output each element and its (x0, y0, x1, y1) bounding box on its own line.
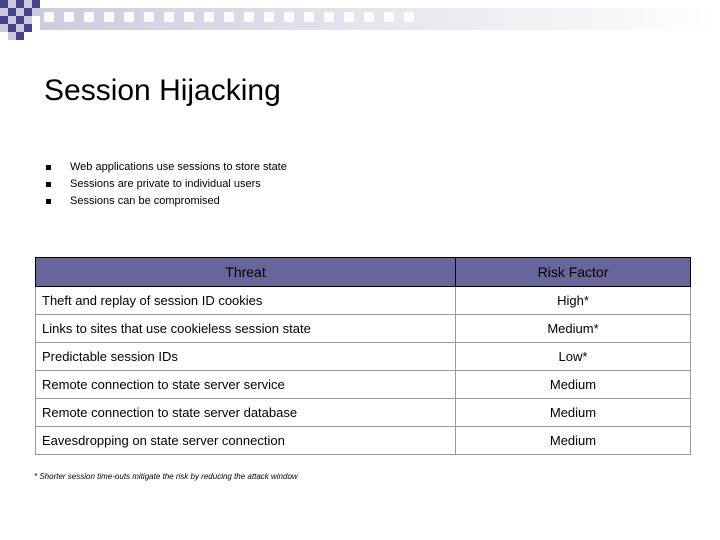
bullet-item (46, 193, 287, 210)
risk-cell: Medium (456, 399, 691, 427)
threat-cell: Predictable session IDs (36, 343, 456, 371)
risk-cell: Medium* (456, 315, 691, 343)
bullet-list (46, 159, 287, 210)
table-row (36, 399, 691, 427)
threat-table (35, 257, 691, 455)
bullet-text: Web applications use sessions to store state (70, 161, 287, 173)
table-header-row (36, 258, 691, 287)
bullet-text: Sessions can be compromised (70, 195, 220, 207)
risk-cell: Medium (456, 427, 691, 455)
risk-cell: Low* (456, 343, 691, 371)
header-decoration (0, 0, 720, 48)
threat-cell: Remote connection to state server database (36, 399, 456, 427)
bullet-text: Sessions are private to individual users (70, 178, 261, 190)
table-row (36, 343, 691, 371)
table-row (36, 315, 691, 343)
threat-cell: Remote connection to state server service (36, 371, 456, 399)
slide-title: Session Hijacking (44, 74, 281, 107)
table-row (36, 287, 691, 315)
threat-cell: Theft and replay of session ID cookies (36, 287, 456, 315)
table-row (36, 427, 691, 455)
footnote: * Shorter session time-outs mitigate the risk by reducing the attack window (34, 472, 298, 481)
threat-cell: Eavesdropping on state server connection (36, 427, 456, 455)
column-header-threat: Threat (36, 258, 456, 287)
risk-cell: High* (456, 287, 691, 315)
column-header-risk-factor: Risk Factor (456, 258, 691, 287)
table-row (36, 371, 691, 399)
bullet-item (46, 176, 287, 193)
bullet-item (46, 159, 287, 176)
threat-cell: Links to sites that use cookieless session state (36, 315, 456, 343)
risk-cell: Medium (456, 371, 691, 399)
square-bullet-icon (46, 182, 51, 187)
square-bullet-icon (46, 199, 51, 204)
square-bullet-icon (46, 165, 51, 170)
